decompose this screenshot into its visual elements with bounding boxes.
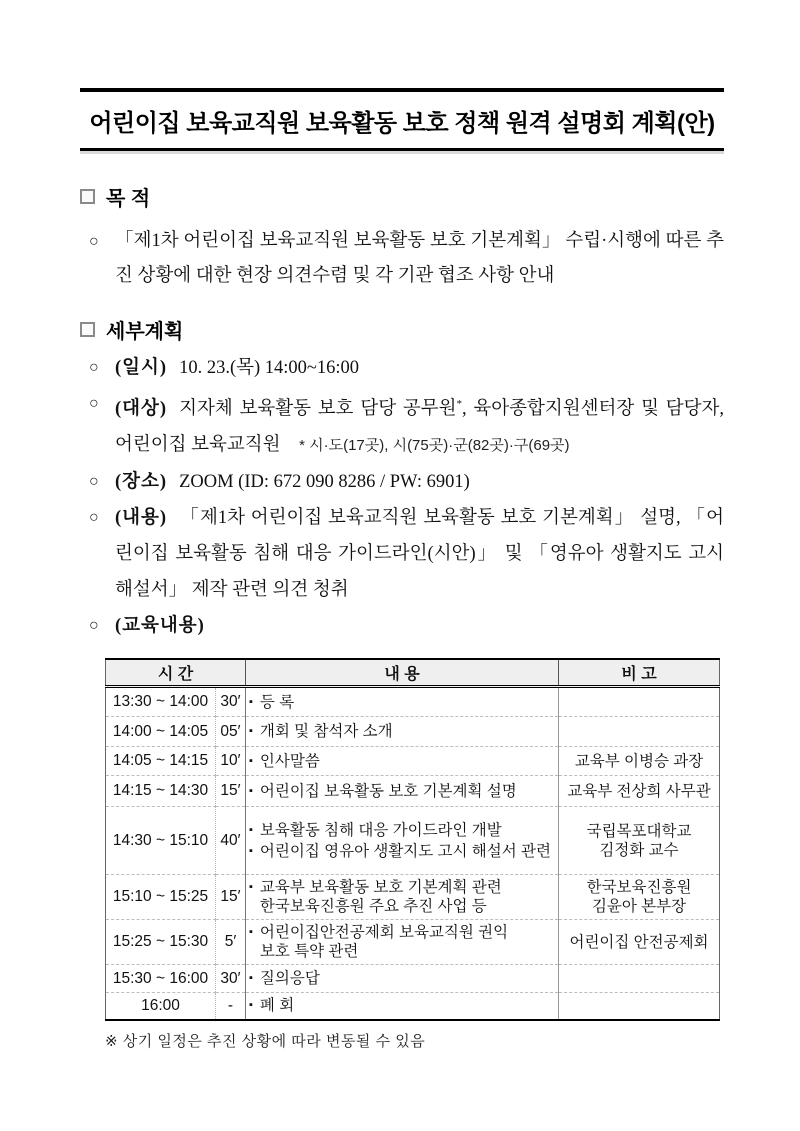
plan-item-contents [80,500,724,608]
target-line2 [115,427,724,464]
schedule-table-body [106,687,720,1020]
header-note: 비 고 [559,659,720,687]
content-cell: ▪ 인사말씀 [246,747,559,776]
target-text-2: , 육아종합지원센터장 및 담당자, [462,399,724,420]
table-row [106,920,720,965]
circle-bullet-icon: ○ [89,473,99,491]
time-cell: 14:05 ~ 14:15 [106,747,216,776]
table-row [106,993,720,1020]
note-cell: 한국보육진흥원 김윤아 본부장 [559,875,720,920]
content-cell: ▪ 교육부 보육활동 보호 기본계획 관련 한국보육진흥원 주요 추진 사업 등 [246,875,559,920]
square-list-bullet-icon: ▪ [249,926,253,939]
purpose-heading-label: 목 적 [106,188,151,210]
square-bullet-icon [80,322,95,337]
section-heading-plan [80,315,724,344]
schedule-table [105,658,720,1021]
circle-bullet-icon: ○ [89,509,99,527]
square-list-bullet-icon: ▪ [249,695,253,708]
duration-cell: 05′ [216,717,246,747]
circle-bullet-icon: ○ [89,359,99,376]
note-cell: 어린이집 안전공제회 [559,920,720,965]
header-content: 내 용 [246,659,559,687]
document-title: 어린이집 보육교직원 보육활동 보호 정책 원격 설명회 계획(안) [89,110,715,137]
table-header-row [106,659,720,687]
square-list-bullet-icon: ▪ [249,823,253,836]
time-cell: 16:00 [106,993,216,1020]
duration-cell: 30′ [216,687,246,717]
time-cell: 14:15 ~ 14:30 [106,776,216,807]
purpose-paragraph [80,224,724,294]
table-row [106,747,720,776]
table-row [106,687,720,717]
time-cell: 14:00 ~ 14:05 [106,717,216,747]
content-cell: ▪ 질의응답 [246,965,559,993]
venue-value: ZOOM (ID: 672 090 8286 / PW: 6901) [179,472,470,493]
duration-cell: 10′ [216,747,246,776]
plan-item-datetime [80,350,724,386]
note-cell: 교육부 이병승 과장 [559,747,720,776]
datetime-label: (일시) [115,358,168,378]
table-row [106,875,720,920]
duration-cell: 15′ [216,875,246,920]
content-cell: ▪ 어린이집 보육활동 보호 기본계획 설명 [246,776,559,807]
datetime-value: 10. 23.(목) 14:00~16:00 [179,358,360,378]
note-cell: 국립목포대학교 김정화 교수 [559,807,720,875]
table-row [106,807,720,875]
note-cell: 교육부 전상희 사무관 [559,776,720,807]
circle-bullet-icon: ○ [89,395,99,412]
contents-text: 「제1차 어린이집 보육교직원 보육활동 보호 기본계획」 설명, 「어린이집 보육활동 침해 대응 가이드라인(시안)」 및 「영유아 생활지도 고시 해설서」 제작 관련 의견 청취 [115,508,724,601]
content-cell: ▪ 등 록 [246,687,559,717]
note-cell [559,687,720,717]
time-cell: 15:25 ~ 15:30 [106,920,216,965]
note-cell [559,965,720,993]
duration-cell: 40′ [216,807,246,875]
time-cell: 14:30 ~ 15:10 [106,807,216,875]
duration-cell: - [216,993,246,1020]
content-cell: ▪ 어린이집안전공제회 보육교직원 권익 보호 특약 관련 [246,920,559,965]
content-cell: ▪ 보육활동 침해 대응 가이드라인 개발 ▪ 어린이집 영유아 생활지도 고시 해설서 관련 [246,807,559,875]
content-cell: ▪ 폐 회 [246,993,559,1020]
table-footnote: ※ 상기 일정은 추진 상황에 따라 변동될 수 있음 [105,1032,426,1050]
square-list-bullet-icon: ▪ [249,999,253,1012]
time-cell: 15:10 ~ 15:25 [106,875,216,920]
square-list-bullet-icon: ▪ [249,844,253,857]
content-cell: ▪ 개회 및 참석자 소개 [246,717,559,747]
header-time: 시 간 [106,659,246,687]
plan-items [80,350,724,644]
target-line1 [89,386,724,427]
target-footnote-marker: * [456,398,462,410]
plan-item-curriculum [80,608,724,644]
curriculum-label: (교육내용) [115,616,205,637]
purpose-text: 「제1차 어린이집 보육교직원 보육활동 보호 기본계획」 수립·시행에 따른 추진 상황에 대한 현장 의견수렴 및 각 기관 협조 사항 안내 [115,231,724,286]
square-list-bullet-icon: ▪ [249,725,253,738]
table-row [106,776,720,807]
target-footnote-text: * 시·도(17곳), 시(75곳)·군(82곳)·구(69곳) [299,437,570,455]
duration-cell: 5′ [216,920,246,965]
time-cell: 15:30 ~ 16:00 [106,965,216,993]
time-cell: 13:30 ~ 14:00 [112,693,209,711]
table-row [106,717,720,747]
circle-bullet-icon: ○ [89,233,99,250]
plan-item-target [80,386,724,464]
plan-item-venue [80,464,724,500]
title-banner [80,88,724,151]
duration-cell: 30′ [216,965,246,993]
note-cell [559,993,720,1020]
contents-label: (내용) [115,508,168,529]
venue-label: (장소) [115,472,168,493]
target-text-1: 지자체 보육활동 보호 담당 공무원 [179,399,457,420]
target-line2-text: 어린이집 보육교직원 [115,435,281,456]
table-row [106,965,720,993]
square-list-bullet-icon: ▪ [249,881,253,894]
square-bullet-icon [80,189,95,204]
note-cell [559,717,720,747]
circle-bullet-icon: ○ [89,617,99,635]
target-label: (대상) [115,399,168,420]
square-list-bullet-icon: ▪ [249,754,253,767]
square-list-bullet-icon: ▪ [249,784,253,797]
duration-cell: 15′ [216,776,246,807]
square-list-bullet-icon: ▪ [249,972,253,985]
section-heading-purpose [80,182,724,211]
plan-heading-label: 세부계획 [106,321,184,343]
